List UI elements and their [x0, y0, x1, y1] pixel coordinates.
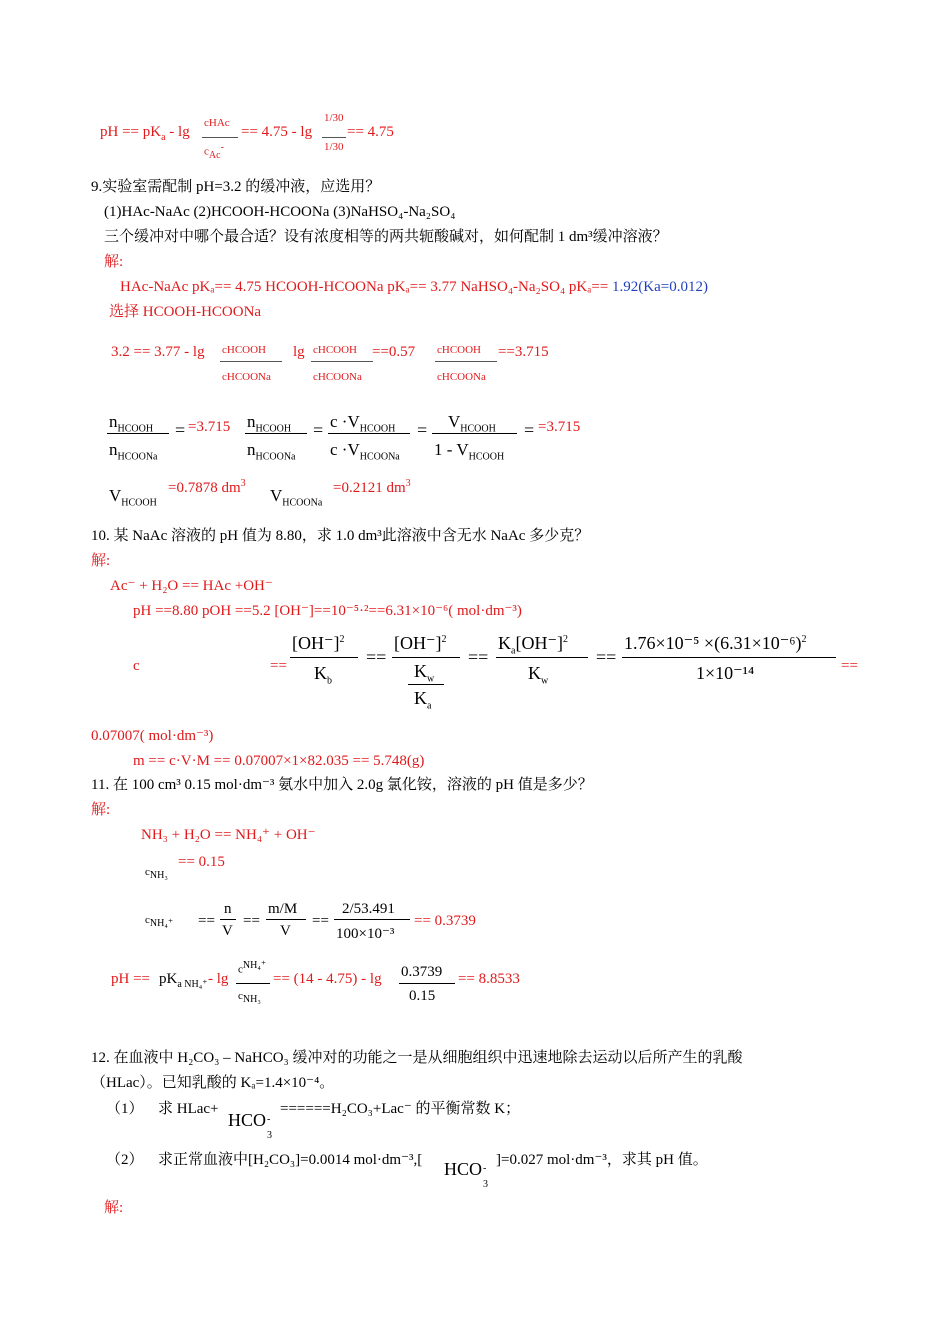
q8-frac-num: cHAc [204, 117, 230, 129]
q9-eq-a-num: cHCOOH [222, 344, 267, 356]
q9-v-hcoona: $V_{HCOONa}$ [270, 486, 323, 509]
q11-n: n [224, 901, 232, 917]
q9-r2-val2: =3.715 [538, 419, 581, 435]
q11-c-nh3-label: $c_{NH_3}$ [145, 866, 168, 882]
q9-eq-b-den: cHCOONa [313, 371, 362, 383]
q9-v-hcooh: $V_{HCOOH}$ [109, 486, 157, 509]
q9-r2-d2: $n_{HCOONa}$ [247, 440, 296, 463]
q12-p1-b: ======H₂CO₃+Lac⁻ 的平衡常数 K； [280, 1101, 521, 1117]
q11-V1: V [222, 923, 233, 939]
q11-reaction: NH₃ + H₂O == NH₄⁺ + OH⁻ [141, 827, 316, 843]
q11-mid: == (14 - 4.75) - lg [273, 971, 382, 987]
q11-c-nh4-label: $c_{NH_4^+}$ [145, 914, 174, 930]
q8-lead: pH == $pK_a$ - lg [100, 124, 190, 143]
q8-eq2: == 4.75 [347, 124, 394, 140]
q9-r2-n3: $c \cdot V_{HCOOH}$ [330, 412, 396, 435]
q12-p2-hco3: HCO - 3 [444, 1159, 489, 1190]
q9-pka-blue: 1.92(Ka=0.012) [612, 279, 708, 295]
q9-r2-n1: $n_{HCOOH}$ [109, 412, 154, 435]
q9-pka-line: HAc-NaAc pKₐ== 4.75 HCOOH-HCOONa pKₐ== 3.77 NaHSO₄-Na₂SO₄ pKₐ== 1.92(Ka=0.012) [120, 279, 708, 295]
q10-mass: m == c·V·M == 0.07007×1×82.035 == 5.748(g) [133, 753, 425, 769]
q10-title: 10. 某 NaAc 溶液的 pH 值为 8.80，求 1.0 dm³此溶液中含无水 NaAc 多少克？ [91, 528, 590, 544]
q9-eq-c-num: cHCOOH [437, 344, 482, 356]
q10-f1-num: $[OH^-]^2$ [292, 633, 345, 653]
q9-r2-d4: $1 - V_{HCOOH}$ [434, 440, 505, 463]
q10-f3-den: $K_w$ [528, 663, 549, 687]
q11-frac-den: $c_{NH_3}$ [238, 990, 261, 1006]
q12-p2-num: （2） [106, 1152, 144, 1168]
q10-c-label: c [133, 658, 140, 674]
q9-eq-c-val: ==3.715 [498, 344, 549, 360]
q10-jie: 解: [91, 553, 111, 569]
q10-ph-line: pH ==8.80 pOH ==5.2 [OH⁻]==10⁻⁵·²==6.31×10⁻⁶( mol·dm⁻³) [133, 603, 522, 619]
q12-title: 12. 在血液中 H₂CO₃ – NaHCO₃ 缓冲对的功能之一是从细胞组织中迅速地除去运动以后所产生的乳酸 [91, 1050, 743, 1066]
q10-reaction: Ac⁻ + H₂O == HAc +OH⁻ [110, 578, 273, 594]
q9-select: 选择 HCOOH-HCOONa [109, 304, 262, 320]
q11-V2: V [280, 923, 291, 939]
q10-f4-num: $1.76\times 10^{-5} \times(6.31\times 10^{-6})^2$ [624, 633, 807, 653]
q11-jie: 解: [91, 802, 111, 818]
q9-eq-a-den: cHCOONa [222, 371, 271, 383]
q11-mM: m/M [268, 901, 298, 917]
q11-ph-lead: pH == [111, 971, 151, 987]
q9-title: 9.实验室需配制 pH=3.2 的缓冲液，应选用？ [91, 179, 381, 195]
q9-eq-c-den: cHCOONa [437, 371, 486, 383]
q9-v-hcoona-val: =0.2121 $dm^3$ [333, 478, 411, 496]
q9-eq-b-val: ==0.57 [372, 344, 416, 360]
q9-jie: 解: [104, 254, 124, 270]
q11-f2-den: 0.15 [409, 988, 436, 1004]
q8-f2-den: 1/30 [324, 141, 344, 153]
q10-f3-num: $K_a[OH^-]^2$ [498, 633, 568, 657]
q12-p2-b: ]=0.027 mol·dm⁻³，求其 pH 值。 [496, 1152, 708, 1168]
q9-r2-d3: $c \cdot V_{HCOONa}$ [330, 440, 400, 463]
q11-den3: 100×10⁻³ [336, 926, 395, 942]
q9-r2-n2: $n_{HCOOH}$ [247, 412, 292, 435]
q10-f4-den: 1×10⁻¹⁴ [696, 663, 755, 683]
q11-val: == 0.3739 [414, 913, 476, 929]
q8-eq1: == 4.75 - lg [241, 124, 313, 140]
q8-f2-num: 1/30 [324, 112, 344, 124]
q10-result: 0.07007( mol·dm⁻³) [91, 728, 214, 744]
q12-p1-hco3: HCO - 3 [228, 1110, 273, 1141]
q11-title: 11. 在 100 cm³ 0.15 mol·dm⁻³ 氨水中加入 2.0g 氯化铵，溶液的 pH 值是多少？ [91, 777, 593, 793]
q11-num3: 2/53.491 [342, 901, 395, 917]
q9-eq-b-num: cHCOOH [313, 344, 358, 356]
q11-final: == 8.8533 [458, 971, 520, 987]
q12-jie: 解: [104, 1200, 124, 1216]
q10-f2-num: $[OH^-]^2$ [394, 633, 447, 653]
q9-r2-n4: $V_{HCOOH}$ [448, 412, 496, 435]
q11-c-nh3-val: == 0.15 [178, 854, 225, 870]
q11-f2-num: 0.3739 [401, 964, 443, 980]
q11-frac-num: $c^{NH_4^+}$ [238, 960, 267, 976]
q9-options: (1)HAc-NaAc (2)HCOOH-HCOONa (3)NaHSO₄-Na₂SO₄ [104, 204, 456, 220]
q9-eq-b: lg [293, 344, 305, 360]
q10-f2-ka: $K_a$ [414, 688, 432, 712]
q12-p1-num: （1） [106, 1101, 144, 1117]
q9-r2-val: =3.715 [188, 419, 231, 435]
q12-p1-a: 求 HLac+ [158, 1101, 219, 1117]
q9-question: 三个缓冲对中哪个最合适？设有浓度相等的两共轭酸碱对，如何配制 1 dm³缓冲溶液？ [104, 229, 668, 245]
q9-eq-a: 3.2 == 3.77 - lg [111, 344, 205, 360]
q11-pk: $pK_{a NH_4^+}$ [159, 971, 208, 990]
q12-p2-a: 求正常血液中[H₂CO₃]=0.0014 mol·dm⁻³,[ [158, 1152, 423, 1168]
q10-f1-den: $K_b$ [314, 663, 332, 687]
q11-minus-lg: - lg [208, 971, 229, 987]
q12-title2: （HLac）。已知乳酸的 Kₐ=1.4×10⁻⁴。 [91, 1075, 335, 1091]
q9-r2-d1: $n_{HCOONa}$ [109, 440, 158, 463]
q10-f2-kw: $K_w$ [414, 661, 435, 685]
q9-v-hcooh-val: =0.7878 $dm^3$ [168, 478, 246, 496]
q8-frac-den: $c_{Ac}^-$ [204, 142, 224, 161]
